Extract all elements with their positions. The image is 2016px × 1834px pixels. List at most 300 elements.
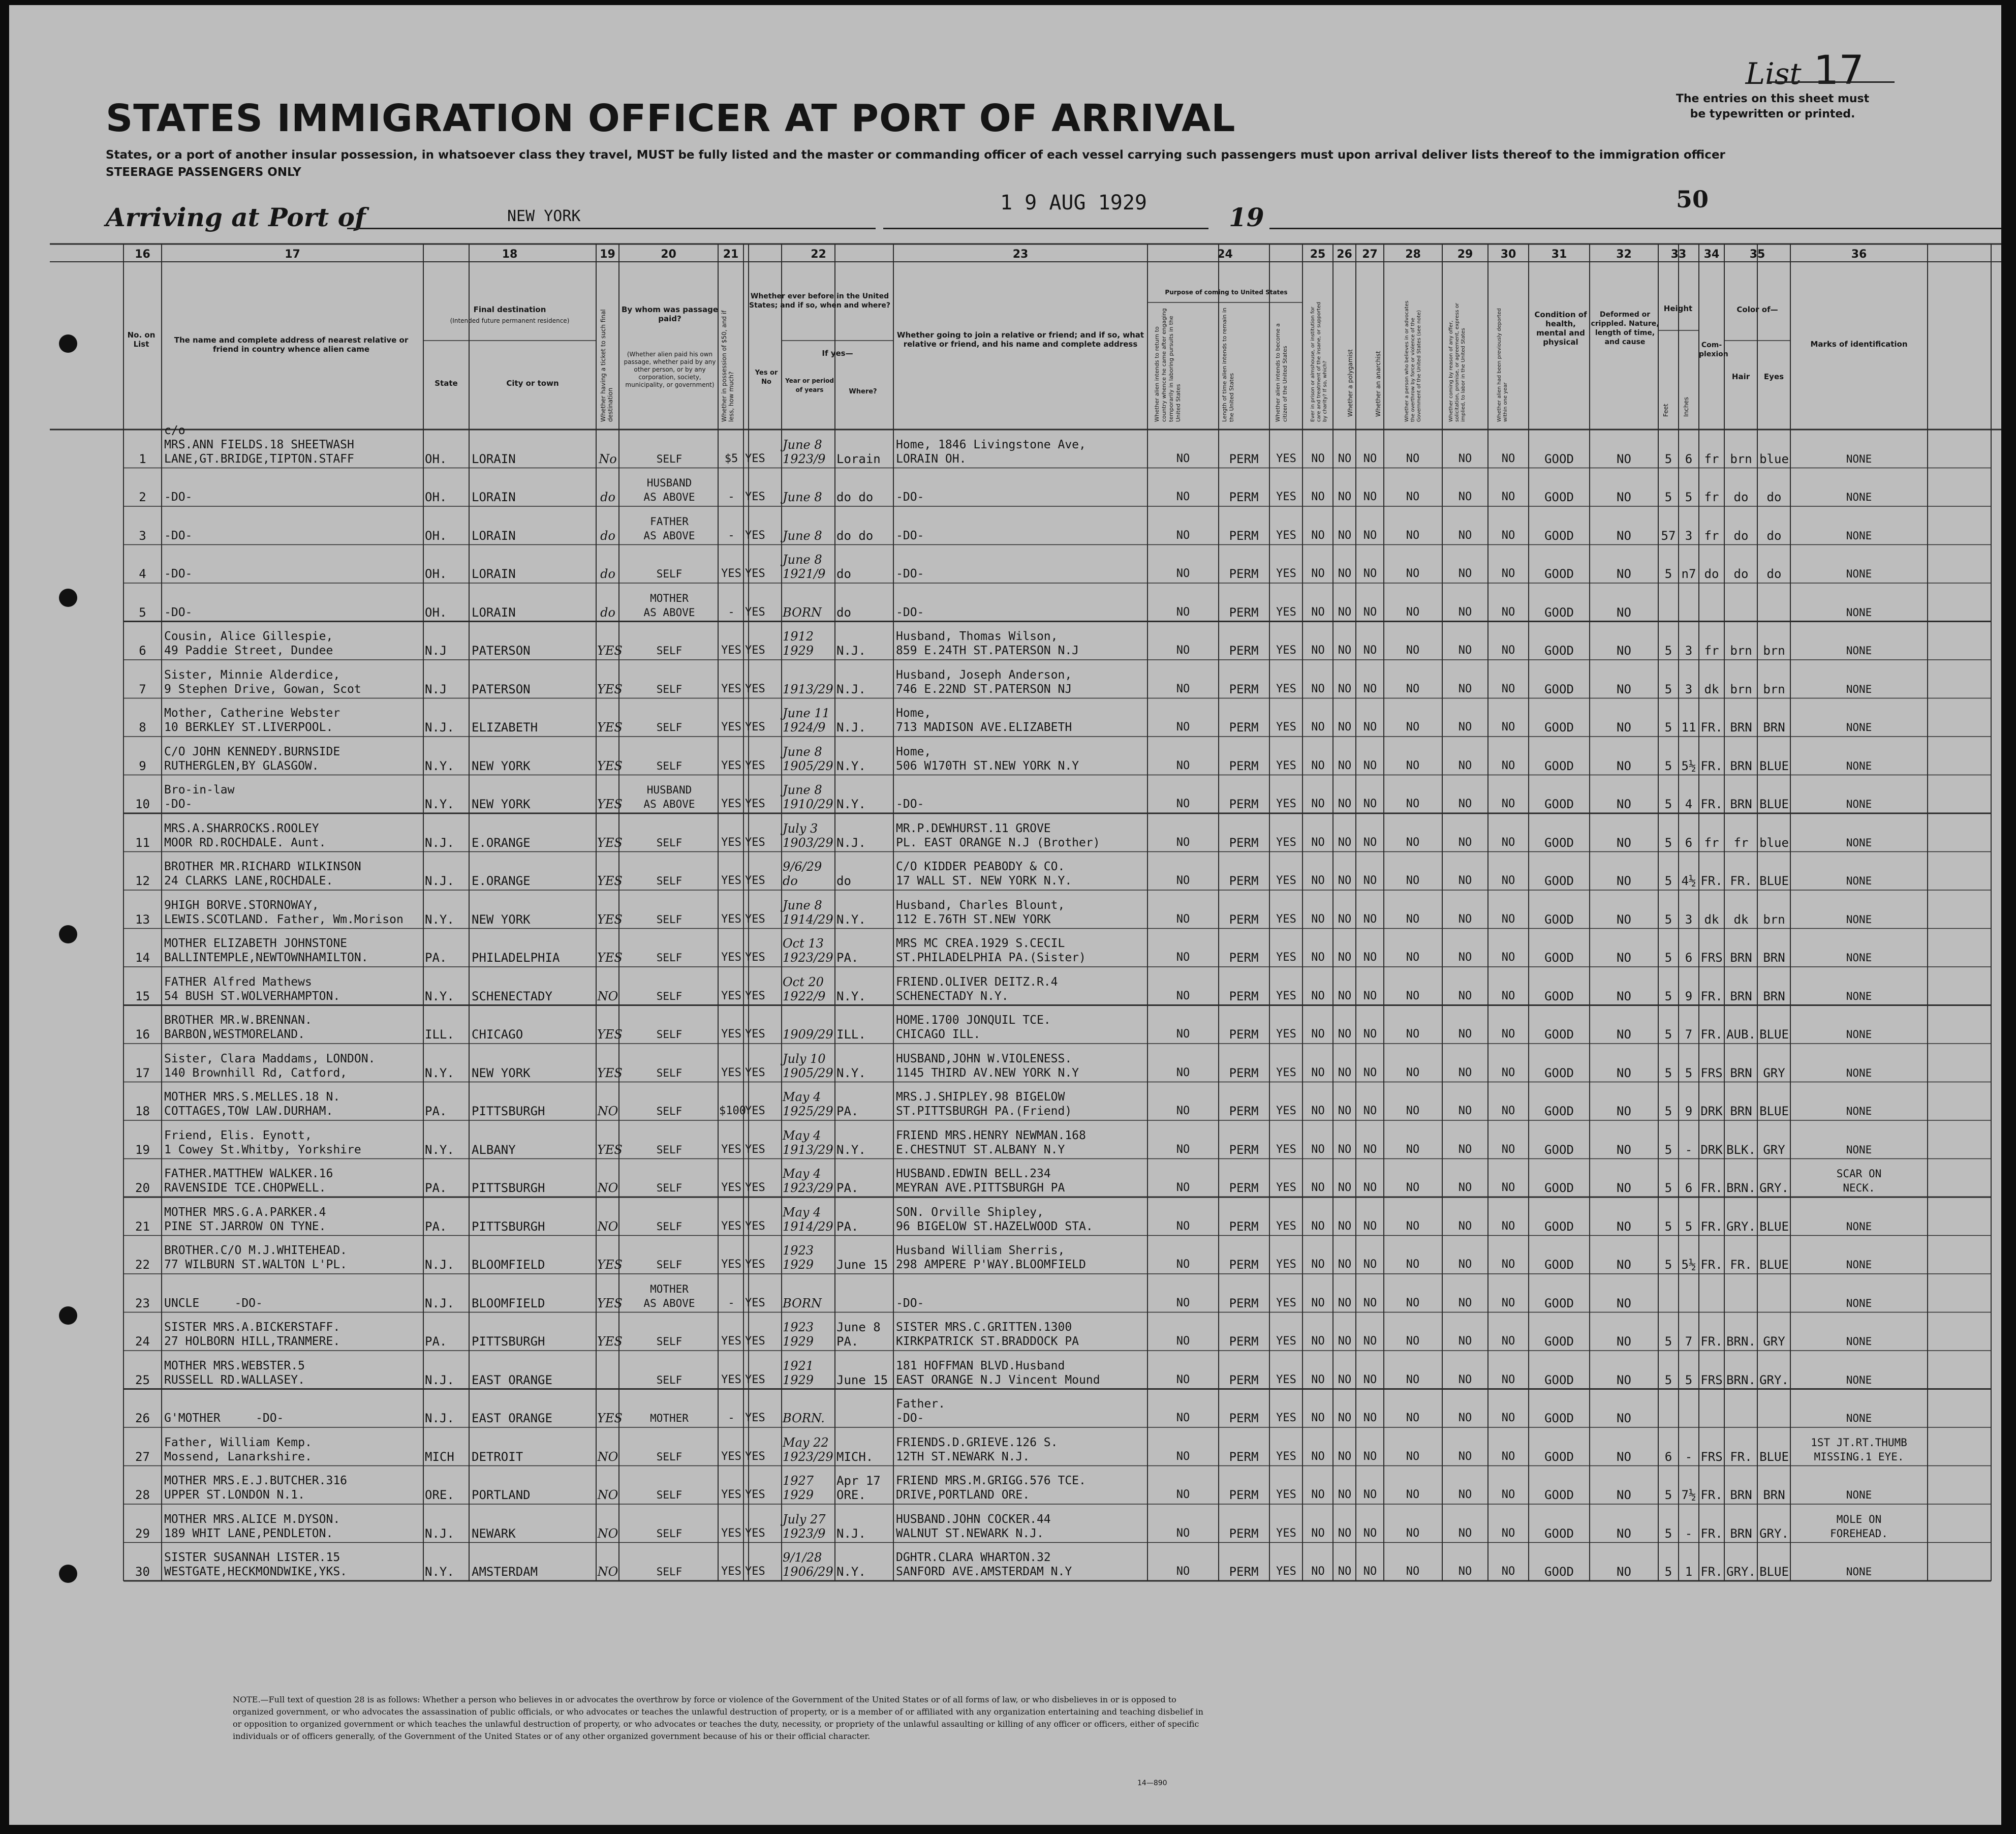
polygamist: NO [1338, 874, 1352, 887]
polygamist: NO [1338, 836, 1352, 849]
identification-marks: NONE [1846, 1373, 1872, 1386]
polygamist: NO [1338, 1296, 1352, 1309]
identification-marks: NONE [1846, 836, 1872, 849]
deported: NO [1501, 644, 1515, 657]
state: ILL. [425, 1027, 454, 1042]
height-feet: 5 [1664, 912, 1672, 927]
ticket: do [600, 528, 615, 543]
question-28: NO [1406, 1219, 1420, 1233]
passage-paid-by: MOTHER AS ABOVE [643, 1282, 695, 1309]
complexion: FR. [1700, 758, 1723, 773]
city: EAST ORANGE [472, 1372, 552, 1387]
height-inches: 3 [1685, 912, 1693, 927]
nearest-relative: FATHER Alfred Mathews 54 BUSH ST.WOLVERHAMPTON. [164, 975, 340, 1003]
contract-labor: NO [1458, 605, 1472, 619]
health: GOOD [1544, 989, 1574, 1003]
state: N.Y. [425, 1065, 454, 1080]
hair-color: BRN. [1726, 1372, 1756, 1387]
purpose-length: PERM [1229, 451, 1259, 466]
purpose-citizen: YES [1276, 491, 1296, 503]
passage-paid-by: SELF [656, 683, 683, 695]
city: LORAIN [472, 490, 516, 504]
complexion: dk [1704, 682, 1719, 696]
hair-color: BRN [1730, 1065, 1752, 1080]
eye-color: GRY [1763, 1065, 1785, 1080]
identification-marks: NONE [1846, 721, 1872, 733]
health: GOOD [1544, 528, 1574, 543]
contract-labor: NO [1458, 491, 1472, 503]
joining-relative: -DO- [896, 491, 924, 504]
height-inches: n7 [1681, 567, 1696, 581]
state: PA. [425, 1219, 447, 1234]
purpose-return: NO [1176, 1335, 1190, 1348]
identification-marks: NONE [1846, 1066, 1872, 1079]
ever-before: YES [745, 1181, 765, 1194]
hair-color: BRN [1730, 1488, 1752, 1502]
purpose-citizen: YES [1276, 1296, 1296, 1309]
row-number: 24 [135, 1334, 150, 1349]
year-period: June 8 1905/29 [783, 744, 833, 773]
city: BLOOMFIELD [472, 1258, 545, 1272]
header-passage-paid-sub: (Whether alien paid his own passage, whether paid by any other person, or by any corporation, society, municipality, or government) [624, 351, 716, 388]
money: YES [721, 798, 741, 810]
contract-labor: NO [1458, 1181, 1472, 1194]
deformed: NO [1617, 720, 1631, 735]
city: DETROIT [472, 1449, 523, 1464]
nearest-relative: SISTER MRS.A.BICKERSTAFF. 27 HOLBORN HILL,TRANMERE. [164, 1321, 340, 1348]
height-inches: 7 [1685, 1027, 1693, 1042]
state: N.Y. [425, 989, 454, 1003]
nearest-relative: SISTER SUSANNAH LISTER.15 WESTGATE,HECKMONDWIKE,YKS. [164, 1551, 348, 1578]
purpose-citizen: YES [1276, 989, 1296, 1002]
state: N.J. [425, 720, 454, 735]
deformed: NO [1617, 874, 1631, 888]
ever-before: YES [745, 529, 765, 542]
city: LORAIN [472, 528, 516, 543]
joining-relative: Husband William Sherris, 298 AMPERE P'WAY.BLOOMFIELD [896, 1244, 1086, 1271]
health: GOOD [1544, 1142, 1574, 1157]
column-number: 33 [1670, 248, 1687, 261]
ticket: NO [597, 1449, 618, 1464]
deformed: NO [1617, 1142, 1631, 1157]
nearest-relative: Bro-in-law -DO- [164, 783, 235, 811]
state: N.Y. [425, 1142, 454, 1157]
question-28: NO [1406, 1412, 1420, 1424]
year-period: June 8 1914/29 [783, 898, 833, 927]
where: do [836, 874, 851, 888]
nearest-relative: -DO- [164, 529, 193, 542]
ever-before: YES [745, 1028, 765, 1041]
ticket: YES [597, 682, 623, 696]
money: YES [721, 836, 741, 849]
purpose-return: NO [1176, 874, 1190, 887]
anarchist: NO [1363, 452, 1377, 465]
money: YES [721, 1526, 741, 1540]
column-number: 25 [1310, 248, 1326, 261]
joining-relative: Husband, Joseph Anderson, 746 E.22ND ST.PATERSON NJ [896, 668, 1072, 696]
question-28: NO [1406, 759, 1420, 772]
joining-relative: C/O KIDDER PEABODY & CO. 17 WALL ST. NEW YORK N.Y. [896, 860, 1072, 888]
question-28: NO [1406, 1488, 1420, 1501]
height-feet: 5 [1664, 1142, 1672, 1157]
deported: NO [1501, 874, 1515, 887]
deformed: NO [1617, 1372, 1631, 1387]
purpose-length: PERM [1229, 1488, 1259, 1502]
purpose-length: PERM [1229, 1065, 1259, 1080]
hair-color: BRN [1730, 951, 1752, 965]
question-28: NO [1406, 951, 1420, 964]
question-28: NO [1406, 836, 1420, 849]
money: YES [721, 1488, 741, 1501]
nearest-relative: G'MOTHER -DO- [164, 1412, 284, 1425]
anarchist: NO [1363, 644, 1377, 657]
ticket: NO [597, 989, 618, 1003]
ever-before: YES [745, 912, 765, 926]
question-28: NO [1406, 798, 1420, 810]
nearest-relative: MOTHER MRS.S.MELLES.18 N. COTTAGES,TOW LAW.DURHAM. [164, 1090, 340, 1118]
city: NEWARK [472, 1526, 516, 1541]
passage-paid-by: SELF [656, 913, 683, 926]
passage-paid-by: SELF [656, 568, 683, 580]
deformed: NO [1617, 490, 1631, 504]
anarchist: NO [1363, 836, 1377, 849]
state: OH. [425, 490, 447, 504]
purpose-citizen: YES [1276, 682, 1296, 695]
joining-relative: Home, 713 MADISON AVE.ELIZABETH [896, 707, 1072, 734]
city: BLOOMFIELD [472, 1296, 545, 1310]
prison: NO [1311, 912, 1325, 926]
purpose-return: NO [1176, 644, 1190, 657]
purpose-return: NO [1176, 989, 1190, 1002]
health: GOOD [1544, 1449, 1574, 1464]
complexion: FR. [1700, 1488, 1723, 1502]
purpose-return: NO [1176, 1219, 1190, 1233]
height-feet: 5 [1664, 682, 1672, 696]
list-number: 17 [1813, 48, 1864, 94]
deformed: NO [1617, 1219, 1631, 1234]
year-period: 1912 1929 [783, 629, 814, 658]
polygamist: NO [1338, 567, 1352, 580]
purpose-length: PERM [1229, 758, 1259, 773]
where: N.Y. [836, 989, 866, 1003]
city: PORTLAND [472, 1488, 531, 1502]
purpose-return: NO [1176, 1565, 1190, 1578]
hair-color: do [1733, 567, 1749, 581]
polygamist: NO [1338, 1258, 1352, 1271]
joining-relative: MRS.J.SHIPLEY.98 BIGELOW ST.PITTSBURGH PA.(Friend) [896, 1090, 1072, 1118]
polygamist: NO [1338, 644, 1352, 657]
eye-color: brn [1763, 644, 1785, 658]
state: N.J. [425, 1258, 454, 1272]
contract-labor: NO [1458, 1526, 1472, 1540]
deformed: NO [1617, 1104, 1631, 1118]
prison: NO [1311, 452, 1325, 465]
question-28: NO [1406, 491, 1420, 503]
row-number: 27 [135, 1449, 150, 1464]
identification-marks: NONE [1846, 1259, 1872, 1271]
year-period: July 27 1923/9 [783, 1512, 826, 1541]
header-deformed: Deformed or crippled. Nature, length of time, and cause [1591, 311, 1659, 346]
eye-color: BRN [1763, 951, 1785, 965]
health: GOOD [1544, 874, 1574, 888]
purpose-citizen: YES [1276, 644, 1296, 657]
prison: NO [1311, 1219, 1325, 1233]
complexion: FR. [1700, 1027, 1723, 1042]
prison: NO [1311, 567, 1325, 580]
deported: NO [1501, 759, 1515, 772]
passage-paid-by: SELF [656, 1182, 683, 1194]
height-feet: 5 [1664, 451, 1672, 466]
eye-color: brn [1763, 912, 1785, 927]
money: - [728, 605, 735, 619]
where: N.Y. [836, 1565, 866, 1579]
joining-relative: -DO- [896, 605, 924, 619]
header-final-destination: Final destination [473, 305, 546, 314]
purpose-length: PERM [1229, 835, 1259, 850]
hair-color: BLK. [1726, 1142, 1756, 1157]
header-complexion: Com-plexion [1699, 341, 1728, 358]
joining-relative: Home, 506 W170TH ST.NEW YORK N.Y [896, 745, 1079, 773]
complexion: FRS [1700, 1449, 1723, 1464]
passage-paid-by: SELF [656, 1373, 683, 1386]
ever-before: YES [745, 721, 765, 733]
question-28: NO [1406, 1450, 1420, 1463]
deformed: NO [1617, 1526, 1631, 1541]
ticket: NO [597, 1181, 618, 1195]
height-feet: 5 [1664, 1258, 1672, 1272]
identification-marks: NONE [1846, 1566, 1872, 1578]
year-period: 1909/29 [783, 1027, 833, 1042]
passage-paid-by: SELF [656, 952, 683, 964]
polygamist: NO [1338, 951, 1352, 964]
row-number: 10 [135, 797, 150, 811]
hair-color: GRY. [1726, 1565, 1756, 1579]
hair-color: do [1733, 490, 1749, 504]
health: GOOD [1544, 1296, 1574, 1310]
health: GOOD [1544, 1258, 1574, 1272]
passage-paid-by: MOTHER AS ABOVE [643, 592, 695, 619]
question-28: NO [1406, 529, 1420, 542]
eye-color: GRY [1763, 1142, 1785, 1157]
nearest-relative: MOTHER MRS.E.J.BUTCHER.316 UPPER ST.LONDON N.1. [164, 1474, 348, 1502]
purpose-length: PERM [1229, 1411, 1259, 1425]
header-money: Whether in possession of $50, and if less, how much? [721, 310, 735, 422]
ticket: YES [597, 1065, 623, 1080]
city: PATERSON [472, 682, 531, 696]
passage-paid-by: SELF [656, 1335, 683, 1348]
where: PA. [836, 1181, 859, 1195]
polygamist: NO [1338, 912, 1352, 926]
ticket: YES [597, 912, 623, 927]
complexion: DRK [1700, 1104, 1723, 1118]
nearest-relative: FATHER.MATTHEW WALKER.16 RAVENSIDE TCE.CHOPWELL. [164, 1167, 333, 1195]
passage-paid-by: SELF [656, 721, 683, 733]
state: ORE. [425, 1488, 454, 1502]
anarchist: NO [1363, 529, 1377, 542]
complexion: FR. [1700, 797, 1723, 811]
height-feet: 5 [1664, 490, 1672, 504]
row-number: 1 [139, 451, 146, 466]
money: - [728, 491, 735, 503]
polygamist: NO [1338, 1181, 1352, 1194]
city: ELIZABETH [472, 720, 538, 735]
complexion: DRK [1700, 1142, 1723, 1157]
purpose-length: PERM [1229, 720, 1259, 735]
deformed: NO [1617, 567, 1631, 581]
height-inches: 5 [1685, 1065, 1693, 1080]
city: E.ORANGE [472, 835, 531, 850]
height-inches: 3 [1685, 528, 1693, 543]
purpose-length: PERM [1229, 682, 1259, 696]
contract-labor: NO [1458, 452, 1472, 465]
passage-paid-by: SELF [656, 1259, 683, 1271]
identification-marks: SCAR ON NECK. [1836, 1168, 1882, 1194]
polygamist: NO [1338, 1526, 1352, 1540]
year-period: May 4 1914/29 [783, 1205, 833, 1234]
complexion: fr [1704, 835, 1719, 850]
ever-before: YES [745, 836, 765, 849]
height-inches: 6 [1685, 951, 1693, 965]
prison: NO [1311, 1526, 1325, 1540]
complexion: FR. [1700, 1526, 1723, 1541]
eye-color: BLUE [1759, 1219, 1789, 1234]
height-feet: 5 [1664, 1027, 1672, 1042]
complexion: FR. [1700, 1258, 1723, 1272]
money: YES [721, 1450, 741, 1463]
deported: NO [1501, 452, 1515, 465]
year-period: BORN [783, 1296, 822, 1310]
purpose-return: NO [1176, 452, 1190, 465]
state: N.J. [425, 1296, 454, 1310]
state: PA. [425, 951, 447, 965]
question-28: NO [1406, 1066, 1420, 1079]
health: GOOD [1544, 1565, 1574, 1579]
row-number: 19 [135, 1142, 150, 1157]
hair-color: do [1733, 528, 1749, 543]
ever-before: YES [745, 1565, 765, 1578]
purpose-return: NO [1176, 1066, 1190, 1079]
complexion: fr [1704, 528, 1719, 543]
purpose-citizen: YES [1276, 874, 1296, 887]
hair-color: BRN [1730, 989, 1752, 1003]
purpose-length: PERM [1229, 951, 1259, 965]
state: N.J [425, 644, 447, 658]
deformed: NO [1617, 1065, 1631, 1080]
nearest-relative: -DO- [164, 567, 193, 580]
question-28: NO [1406, 1526, 1420, 1540]
polygamist: NO [1338, 1143, 1352, 1156]
purpose-citizen: YES [1276, 1066, 1296, 1079]
deformed: NO [1617, 758, 1631, 773]
purpose-citizen: YES [1276, 1373, 1296, 1386]
polygamist: NO [1338, 1219, 1352, 1233]
purpose-return: NO [1176, 1488, 1190, 1501]
money: YES [721, 951, 741, 964]
question-28: NO [1406, 874, 1420, 887]
health: GOOD [1544, 605, 1574, 620]
deported: NO [1501, 1028, 1515, 1041]
money: YES [721, 1066, 741, 1079]
year-period: Oct 20 1922/9 [783, 974, 826, 1003]
money: YES [721, 912, 741, 926]
prison: NO [1311, 1143, 1325, 1156]
ever-before: YES [745, 1219, 765, 1233]
polygamist: NO [1338, 759, 1352, 772]
passage-paid-by: HUSBAND AS ABOVE [643, 784, 695, 810]
ever-before: YES [745, 1488, 765, 1501]
purpose-length: PERM [1229, 1258, 1259, 1272]
prison: NO [1311, 1373, 1325, 1386]
deported: NO [1501, 1526, 1515, 1540]
nearest-relative: BROTHER MR.W.BRENNAN. BARBON,WESTMORELAND. [164, 1014, 312, 1041]
nearest-relative: Sister, Minnie Alderdice, 9 Stephen Drive, Gowan, Scot [164, 668, 361, 696]
where: N.Y. [836, 1142, 866, 1157]
where: June 15 [836, 1258, 888, 1272]
hair-color: dk [1733, 912, 1749, 927]
height-feet: 6 [1664, 1449, 1672, 1464]
height-inches: 5½ [1681, 1258, 1696, 1272]
city: PITTSBURGH [472, 1181, 545, 1195]
eye-color: GRY. [1759, 1181, 1789, 1195]
complexion: FR. [1700, 1334, 1723, 1349]
eye-color: brn [1763, 682, 1785, 696]
health: GOOD [1544, 1104, 1574, 1118]
nearest-relative: 9HIGH BORVE.STORNOWAY, LEWIS.SCOTLAND. Father, Wm.Morison [164, 898, 404, 926]
polygamist: NO [1338, 1105, 1352, 1117]
joining-relative: HOME.1700 JONQUIL TCE. CHICAGO ILL. [896, 1014, 1051, 1041]
header-nearest-relative: The name and complete address of nearest relative or friend in country whence alien came [174, 335, 409, 354]
nearest-relative: -DO- [164, 491, 193, 504]
column-number: 36 [1851, 248, 1867, 261]
nearest-relative: MOTHER ELIZABETH JOHNSTONE BALLINTEMPLE,NEWTOWNHAMILTON. [164, 937, 368, 964]
where: do do [836, 490, 874, 504]
anarchist: NO [1363, 1296, 1377, 1309]
nearest-relative: BROTHER MR.RICHARD WILKINSON 24 CLARKS LANE,ROCHDALE. [164, 860, 361, 888]
purpose-citizen: YES [1276, 1565, 1296, 1578]
hair-color: BRN. [1726, 1334, 1756, 1349]
prison: NO [1311, 798, 1325, 810]
purpose-citizen: YES [1276, 951, 1296, 964]
ticket: YES [597, 951, 623, 965]
header-city: City or town [506, 379, 559, 388]
hair-color: brn [1730, 644, 1752, 658]
row-number: 21 [135, 1219, 150, 1234]
prison: NO [1311, 1335, 1325, 1348]
header-joining: Whether going to join a relative or friend; and if so, what relative or friend, and his name and complete address [896, 330, 1144, 349]
row-number: 8 [139, 720, 146, 735]
deported: NO [1501, 721, 1515, 733]
footnote-question-28: NOTE.—Full text of question 28 is as follows: Whether a person who believes in or advocates the overthrow by force or violence of the Government of the United States or of all forms of law, or who disbelieves in or is opposed to organized government, or who advocates the assassination of public officials, or who advocates or teaches the unlawful destruction of property, or is a member of or affiliated with any organization entertaining and teaching disbelief in or opposition to organized government or which teaches the unlawful destruction of property, or who advocates or teaches the duty, necessity, or propriety of the unlawful assaulting or killing of any officer or officers, either of specific individuals or of officers generally, of the Government of the United States or of any other organized government because of his or their official character. [233, 1695, 1203, 1741]
header-anarchist: Whether an anarchist [1375, 351, 1382, 417]
column-number: 22 [811, 248, 826, 261]
contract-labor: NO [1458, 836, 1472, 849]
nearest-relative: -DO- [164, 605, 193, 619]
eye-color: BLUE [1759, 1104, 1789, 1118]
height-feet: 5 [1664, 989, 1672, 1003]
nearest-relative: Sister, Clara Maddams, LONDON. 140 Brownhill Rd, Catford, [164, 1052, 376, 1080]
column-number: 30 [1500, 248, 1516, 261]
state: N.J. [425, 1526, 454, 1541]
money: - [728, 1412, 735, 1424]
city: NEW YORK [472, 1065, 531, 1080]
health: GOOD [1544, 644, 1574, 658]
deformed: NO [1617, 1565, 1631, 1579]
anarchist: NO [1363, 1105, 1377, 1117]
anarchist: NO [1363, 721, 1377, 733]
state: MICH [425, 1449, 454, 1464]
ever-before: YES [745, 798, 765, 810]
identification-marks: NONE [1846, 1297, 1872, 1309]
